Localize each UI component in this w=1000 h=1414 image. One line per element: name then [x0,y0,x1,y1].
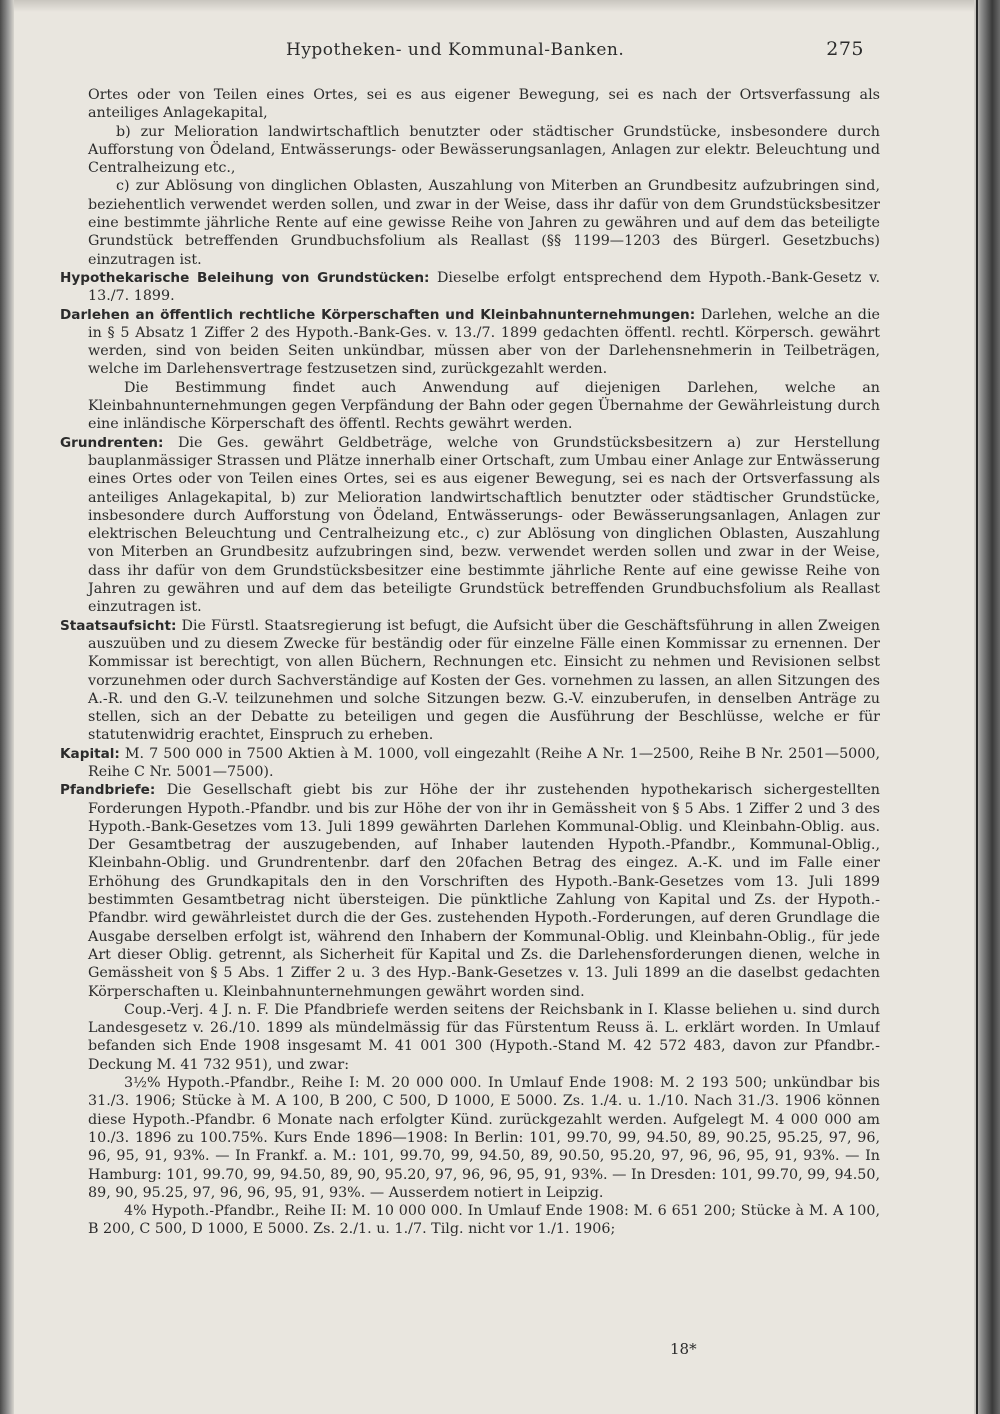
paragraph-5 [60,379,880,434]
paragraph-text: Darlehen, welche an die in § 5 Absatz 1 Ziffer 2 des Hypoth.-Bank-Ges. v. 13./7. 1899 gedachten öffentl. rechtl. Körpersch. gewährt werden, sind von beiden Seiten unkündbar, müssen aber von der Darlehensnehmerin in Teilbeträgen, welche im Darlehensvertrage festzusetzen sind, zurückgezahlt werden. [88,306,880,378]
paragraph-label: Darlehen an öffentlich rechtliche Körperschaften und Kleinbahnunternehmungen: [60,306,696,323]
paragraph-label: Staatsaufsicht: [60,617,177,634]
paragraph-9 [60,781,880,1001]
header-title: Hypotheken- und Kommunal-Banken. [286,40,625,60]
paragraph-text: 4% Hypoth.-Pfandbr., Reihe II: M. 10 000 000. In Umlauf Ende 1908: M. 6 651 200; Stücke à M. A 100, B 200, C 500, D 1000, E 5000. Zs. 2./1. u. 1./7. Tilg. nicht vor 1./1. 1906; [88,1203,880,1238]
paragraph-10 [60,1001,880,1074]
paragraph-label: Grundrenten: [60,434,164,451]
running-header [60,36,880,66]
paragraph-4 [60,306,880,379]
paragraph-text: M. 7 500 000 in 7500 Aktien à M. 1000, voll eingezahlt (Reihe A Nr. 1—2500, Reihe B Nr. 2501—5000, Reihe C Nr. 5001—7500). [88,745,880,780]
paragraph-7 [60,617,880,745]
paragraph-text: Die Fürstl. Staatsregierung ist befugt, die Aufsicht über die Geschäftsführung in allen Zweigen auszuüben und zu diesem Zwecke für beständig oder für einzelne Fälle einen Kommissar zu ernennen. Der Kommissar ist berechtigt, von allen Büchern, Rechnungen etc. Einsicht zu nehmen und Revisionen selbst vorzunehmen oder durch Sachverständige auf Kosten der Ges. vornehmen zu lassen, an allen Sitzungen des A.-R. und den G.-V. teilzunehmen und solche Sitzungen bezw. G.-V. einzuberufen, in denselben Anträge zu stellen, sich an der Debatte zu beteiligen und gegen die Ausführung der Beschlüsse, welche er für statutenwidrig erachtet, Einspruch zu erheben. [88,617,880,744]
signature-mark: 18* [670,1340,697,1358]
paragraph-text: 3½% Hypoth.-Pfandbr., Reihe I: M. 20 000 000. In Umlauf Ende 1908: M. 2 193 500; unkündbar bis 31./3. 1906; Stücke à M. A 100, B 200, C 500, D 1000, E 5000. Zs. 1./4. u. 1./10. Nach 31./3. 1906 können diese Hypoth.-Pfandbr. 6 Monate nach erfolgter Künd. zurückgezahlt werden. Aufgelegt M. 4 000 000 am 10./3. 1896 zu 100.75%. Kurs Ende 1896—1908: In Berlin: 101, 99.70, 99, 94.50, 89, 90.25, 95.25, 97, 96, 96, 95, 91, 93%. — In Frankf. a. M.: 101, 99.70, 99, 94.50, 89, 90.50, 95.20, 97, 96, 96, 95, 91, 93%. — In Hamburg: 101, 99.70, 99, 94.50, 89, 90, 95.20, 97, 96, 96, 95, 91, 93%. — In Dresden: 101, 99.70, 99, 94.50, 89, 90, 95.25, 97, 96, 96, 95, 91, 93%. — Ausserdem notiert in Leipzig. [88,1075,880,1201]
paragraph-0 [60,86,880,123]
paragraph-text: Die Gesellschaft giebt bis zur Höhe der ihr zustehenden hypothekarisch sichergestellten Forderungen Hypoth.-Pfandbr. und bis zur Höhe der von ihr in Gemässheit von § 5 Abs. 1 Ziffer 2 und 3 des Hypoth.-Bank-Gesetzes vom 13. Juli 1899 gewährten Darlehen Kommunal-Oblig. und Kleinbahn-Oblig. aus. Der Gesamtbetrag der auszugebenden, auf Inhaber lautenden Hypoth.-Pfandbr., Kommunal-Oblig., Kleinbahn-Oblig. und Grundrentenbr. darf den 20fachen Betrag des eingez. A.-K. und im Falle einer Erhöhung des Grundkapitals den in den Vorschriften des Hypoth.-Bank-Gesetzes vom 13. Juli 1899 bestimmten Gesamtbetrag nicht übersteigen. Die pünktliche Zahlung von Kapital und Zs. der Hypoth.-Pfandbr. wird gewährleistet durch die der Ges. zustehenden Hypoth.-Forderungen, auf deren Grundlage die Ausgabe derselben erfolgt ist, während den Inhabern der Kommunal-Oblig. und Kleinbahn-Oblig., für jede Art dieser Oblig. getrennt, als Sicherheit für Kapital und Zs. die Darlehensforderungen dienen, welche in Gemässheit von § 5 Abs. 1 Ziffer 2 u. 3 des Hyp.-Bank-Gesetzes v. 13. Juli 1899 an die daselbst gedachten Körperschaften u. Kleinbahnunternehmungen gewährt worden sind. [88,782,880,1000]
paragraph-text: Die Ges. gewährt Geldbeträge, welche von Grundstücksbesitzern a) zur Herstellung bauplanmässiger Strassen und Plätze innerhalb einer Ortschaft, zum Umbau einer Anlage zur Entwässerung eines Ortes oder von Teilen eines Ortes, sei es aus eigener Bewegung, sei es nach der Ortsverfassung als anteiliges Anlagekapital, b) zur Melioration landwirtschaftlich benutzter oder städtischer Grundstücke, insbesondere durch Aufforstung von Ödeland, Entwässerungs- oder Bewässerungsanlagen, Anlagen zur elektrischen Beleuchtung und Centralheizung etc., c) zur Ablösung von dinglichen Oblasten, Auszahlung von Miterben an Grundbesitz aufzubringen sind, bezw. verwendet werden sollen und zwar in der Weise, dass ihr dafür von dem Grundstücksbesitzer eine bestimmte jährliche Rente auf eine gewisse Reihe von Jahren zu gewähren und auf dem das beteiligte Grundstück betreffenden Grundbuchsfolium als Reallast einzutragen ist. [88,434,880,616]
scan-line-right [976,0,978,1414]
paragraph-label: Kapital: [60,745,120,762]
paragraph-8 [60,745,880,782]
paragraph-text: Dieselbe erfolgt entsprechend dem Hypoth.-Bank-Gesetz v. 13./7. 1899. [88,269,880,305]
page-number: 275 [826,38,864,60]
paragraph-text: c) zur Ablösung von dinglichen Oblasten, Auszahlung von Miterben an Grundbesitz aufzubringen sind, beziehentlich verwendet werden sollen, und zwar in der Weise, dass ihr dafür von dem Grundstücksbesitzer eine bestimmte jährliche Rente auf eine gewisse Reihe von Jahren zu gewähren und auf dem das beteiligte Grundstück betreffenden Grundbuchsfolium als Reallast (§§ 1199—1203 des Bürgerl. Gesetzbuchs) einzutragen ist. [88,178,880,268]
paragraph-text: b) zur Melioration landwirtschaftlich benutzter oder städtischer Grundstücke, insbesondere durch Aufforstung von Ödeland, Entwässerungs- oder Bewässerungsanlagen, Anlagen zur elektr. Beleuchtung und Centralheizung etc., [88,123,880,177]
book-page [60,36,880,1406]
paragraph-12 [60,1202,880,1239]
scan-edge-left [0,0,14,1414]
paragraph-text: Coup.-Verj. 4 J. n. F. Die Pfandbriefe werden seitens der Reichsbank in I. Klasse beliehen u. sind durch Landesgesetz v. 26./10. 1899 als mündelmässig für das Fürstentum Reuss ä. L. erklärt worden. In Umlauf befanden sich Ende 1908 insgesamt M. 41 001 300 (Hypoth.-Stand M. 42 572 483, davon zur Pfandbr.-Deckung M. 41 732 951), und zwar: [88,1001,880,1073]
paragraph-11 [60,1074,880,1202]
paragraph-text: Die Bestimmung findet auch Anwendung auf diejenigen Darlehen, welche an Kleinbahnunternehmungen gegen Verpfändung der Bahn oder gegen Übernahme der Gewährleistung durch eine inländische Körperschaft des öffentl. Rechts gewährt werden. [88,379,880,433]
paragraph-3 [60,269,880,306]
scan-edge-top [0,0,1000,12]
paragraph-2 [60,177,880,268]
body-text [60,86,880,1239]
paragraph-1 [60,123,880,178]
paragraph-label: Hypothekarische Beleihung von Grundstücken: [60,269,430,286]
paragraph-label: Pfandbriefe: [60,782,156,799]
paragraph-6 [60,434,880,617]
paragraph-text: Ortes oder von Teilen eines Ortes, sei es aus eigener Bewegung, sei es nach der Ortsverfassung als anteiliges Anlagekapital, [88,87,880,122]
